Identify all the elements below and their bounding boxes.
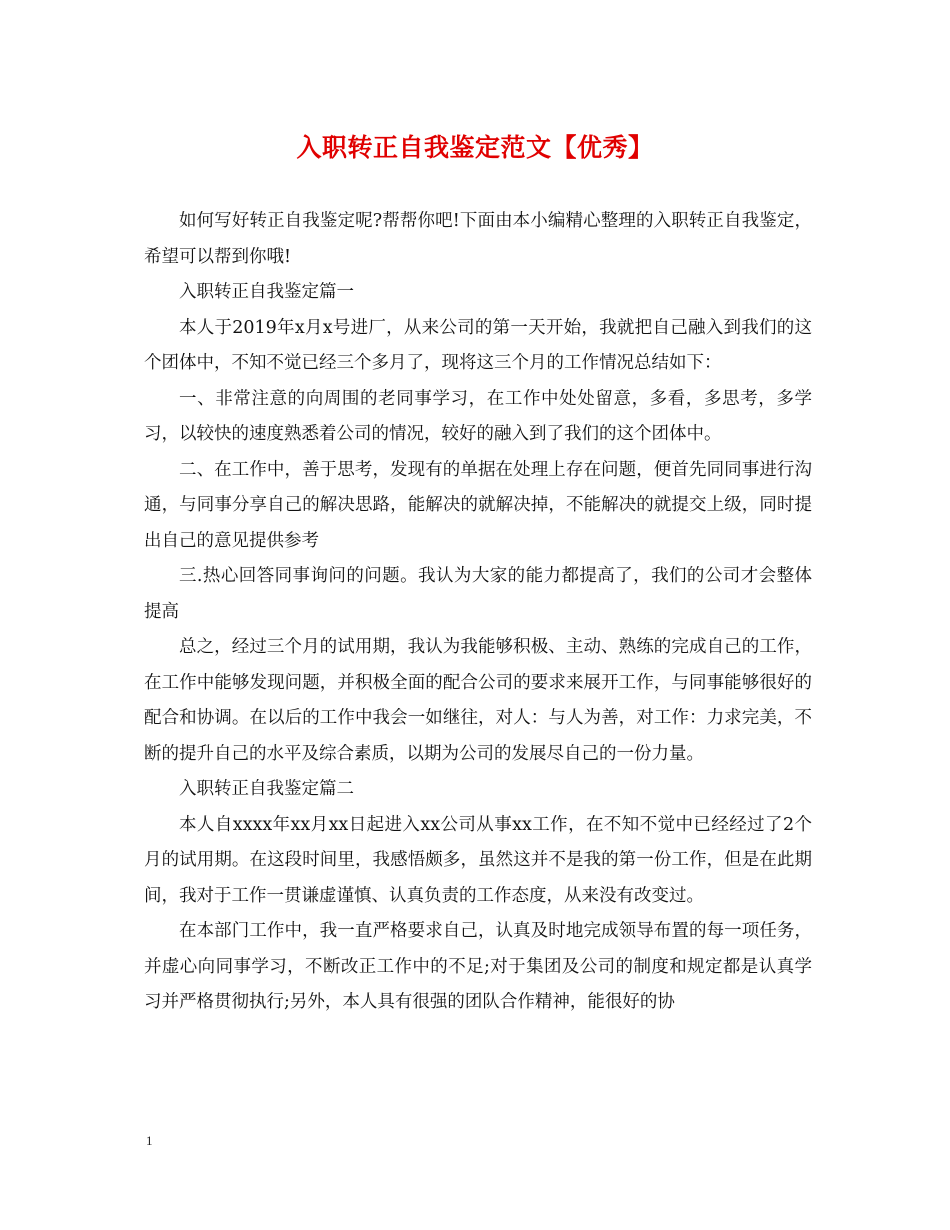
paragraph: 三.热心回答同事询问的问题。我认为大家的能力都提高了，我们的公司才会整体提高 <box>144 566 812 622</box>
paragraph: 二、在工作中，善于思考，发现有的单据在处理上存在问题，便首先同同事进行沟通，与同事分享自己的解决思路，能解决的就解决掉，不能解决的就提交上级，同时提出自己的意见提供参考 <box>144 459 812 551</box>
paragraph: 总之，经过三个月的试用期，我认为我能够积极、主动、熟练的完成自己的工作，在工作中能够发现问题，并积极全面的配合公司的要求来展开工作，与同事能够很好的配合和协调。在以后的工作中我会一如继往，对人：与人为善，对工作：力求完美，不断的提升自己的水平及综合素质，以期为公司的发展尽自己的一份力量。 <box>144 637 812 764</box>
document-body <box>144 204 812 1021</box>
paragraph: 本人自xxxx年xx月xx日起进入xx公司从事xx工作，在不知不觉中已经经过了2个月的试用期。在这段时间里，我感悟颇多，虽然这并不是我的第一份工作，但是在此期间，我对于工作一贯谦虚谨慎、认真负责的工作态度，从来没有改变过。 <box>144 814 812 906</box>
paragraph: 在本部门工作中，我一直严格要求自己，认真及时地完成领导布置的每一项任务，并虚心向同事学习，不断改正工作中的不足;对于集团及公司的制度和规定都是认真学习并严格贯彻执行;另外，本人具有很强的团队合作精神，能很好的协 <box>144 921 812 1012</box>
section-heading-part-one: 入职转正自我鉴定篇一 <box>179 282 354 302</box>
document-title: 入职转正自我鉴定范文【优秀】 <box>296 133 654 162</box>
page-number: 1 <box>146 1133 153 1148</box>
paragraph: 一、非常注意的向周围的老同事学习，在工作中处处留意，多看，多思考，多学习，以较快的速度熟悉着公司的情况，较好的融入到了我们的这个团体中。 <box>144 388 812 444</box>
paragraph-intro: 如何写好转正自我鉴定呢?帮帮你吧!下面由本小编精心整理的入职转正自我鉴定，希望可以帮到你哦! <box>144 211 812 267</box>
section-heading-part-two: 入职转正自我鉴定篇二 <box>179 779 354 799</box>
paragraph: 本人于2019年x月x号进厂，从来公司的第一天开始，我就把自己融入到我们的这个团体中，不知不觉已经三个多月了，现将这三个月的工作情况总结如下： <box>144 317 812 373</box>
